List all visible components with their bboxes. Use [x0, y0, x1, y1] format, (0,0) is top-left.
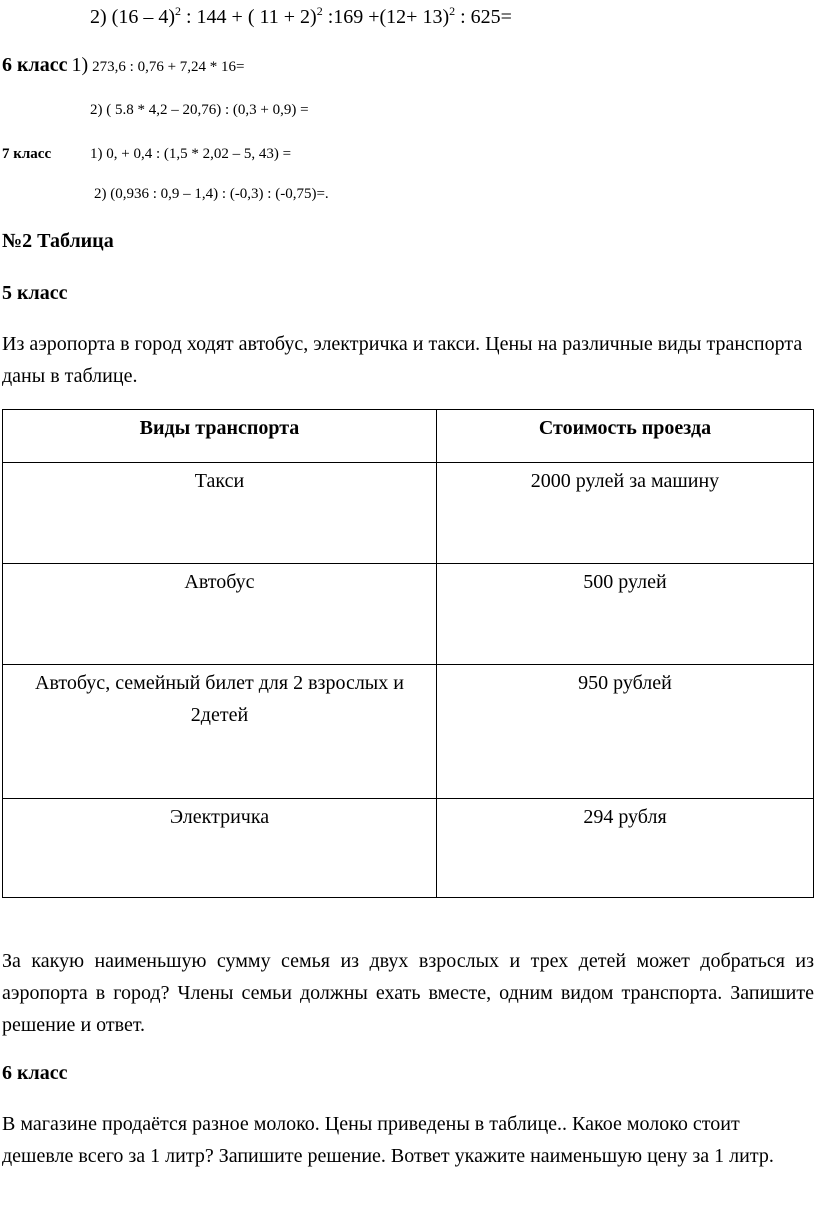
expr-part: 2) (16 – 4) — [90, 6, 175, 28]
grade7-expression-1: 1) 0, + 0,4 : (1,5 * 2,02 – 5, 43) = — [90, 146, 292, 162]
grade6-line1 — [2, 54, 245, 77]
table-header-row — [3, 410, 814, 463]
grade7-expression-2: 2) (0,936 : 0,9 – 1,4) : (-0,3) : (-0,75)=. — [94, 186, 329, 202]
table-header-cell: Стоимость проезда — [436, 410, 813, 463]
table-cell: 2000 рулей за машину — [436, 463, 813, 564]
table-row — [3, 463, 814, 564]
expression-text: 273,6 : 0,76 + 7,24 * 16= — [92, 59, 245, 75]
grade5-label: 5 класс — [2, 282, 68, 304]
exponent: 2 — [449, 4, 456, 18]
table-cell: Электричка — [3, 799, 437, 898]
expression-grade5-2 — [90, 6, 512, 29]
exponent: 2 — [316, 4, 323, 18]
table-cell: Автобус, семейный билет для 2 взрослых и 2детей — [3, 665, 437, 799]
expr-part: : 625= — [455, 6, 512, 28]
table-header-cell: Виды транспорта — [3, 410, 437, 463]
task-question: За какую наименьшую сумму семья из двух взрослых и трех детей может добраться из аэропорта в город? Члены семьи должны ехать вместе, одним видом транспорта. Запишите решение и ответ. — [2, 950, 814, 1036]
table-row — [3, 799, 814, 898]
task-intro: Из аэропорта в город ходят автобус, электричка и такси. Цены на различные виды транспорта даны в таблице. — [2, 333, 803, 387]
section-title: №2 Таблица — [2, 230, 114, 252]
grade6-label-2: 6 класс — [2, 1062, 68, 1084]
transport-price-table — [2, 409, 814, 898]
item-number: 1) — [71, 54, 89, 76]
expr-part: : 144 + ( 11 + 2) — [180, 6, 317, 28]
grade6-expression-2: 2) ( 5.8 * 4,2 – 20,76) : (0,3 + 0,9) = — [90, 102, 309, 118]
table-cell: Автобус — [3, 564, 437, 665]
table-cell: 950 рублей — [436, 665, 813, 799]
grade7-label: 7 класс — [2, 146, 52, 162]
expr-part: :169 +(12+ 13) — [322, 6, 450, 28]
table-row — [3, 665, 814, 799]
grade-label: 6 класс — [2, 54, 68, 76]
table-row — [3, 564, 814, 665]
table-cell: Такси — [3, 463, 437, 564]
table-cell: 500 рулей — [436, 564, 813, 665]
table-cell: 294 рубля — [436, 799, 813, 898]
exponent: 2 — [174, 4, 181, 18]
milk-task-text: В магазине продаётся разное молоко. Цены приведены в таблице.. Какое молоко стоит дешевле всего за 1 литр? Запишите решение. Вответ укажите наименьшую цену за 1 литр. — [2, 1113, 774, 1167]
